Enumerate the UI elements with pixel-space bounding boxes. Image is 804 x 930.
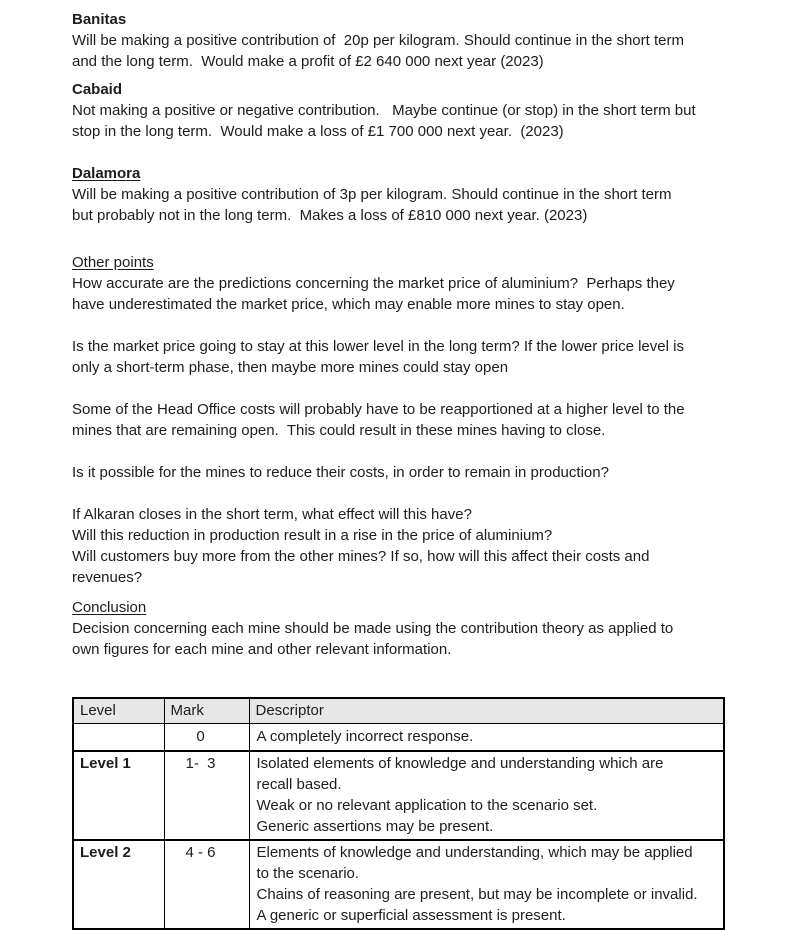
paragraph-head-office <box>72 399 774 441</box>
paragraph-line: Will this reduction in production result in a rise in the price of aluminium? <box>72 527 553 544</box>
section-heading-conclusion: Conclusion <box>72 599 147 616</box>
paragraph-reduce-costs <box>72 462 774 483</box>
section-cabaid <box>72 79 774 142</box>
descriptor-line: A completely incorrect response. <box>256 728 474 745</box>
section-heading-cabaid: Cabaid <box>72 81 123 98</box>
paragraph-line: Will be making a positive contribution of 20p per kilogram. Should continue in the short term <box>72 32 684 49</box>
table-header-mark: Mark <box>164 698 249 724</box>
paragraph-line: and the long term. Would make a profit of £2 640 000 next year (2023) <box>72 53 544 70</box>
descriptor-line: A generic or superficial assessment is present. <box>256 907 566 924</box>
paragraph-line: Is the market price going to stay at this lower level in the long term? If the lower price level is <box>72 338 684 355</box>
mark-cell: 1- 3 <box>164 751 249 840</box>
paragraph-line: stop in the long term. Would make a loss of £1 700 000 next year. (2023) <box>72 123 564 140</box>
mark-scheme-table <box>72 697 725 930</box>
section-other-points <box>72 252 774 315</box>
paragraph-line: Will customers buy more from the other mines? If so, how will this affect their costs and <box>72 548 650 565</box>
section-heading-banitas: Banitas <box>72 11 127 28</box>
paragraph-line: own figures for each mine and other relevant information. <box>72 641 452 658</box>
paragraph-line: have underestimated the market price, which may enable more mines to stay open. <box>72 296 625 313</box>
section-conclusion <box>72 597 774 660</box>
mark-cell: 4 - 6 <box>164 840 249 929</box>
section-heading-other-points: Other points <box>72 254 154 271</box>
paragraph-line: Some of the Head Office costs will probably have to be reapportioned at a higher level to the <box>72 401 685 418</box>
section-dalamora <box>72 163 774 226</box>
paragraph-alkaran-questions <box>72 504 774 588</box>
paragraph-line: Decision concerning each mine should be made using the contribution theory as applied to <box>72 620 674 637</box>
paragraph-market-price <box>72 336 774 378</box>
paragraph-line: If Alkaran closes in the short term, what effect will this have? <box>72 506 472 523</box>
section-heading-dalamora: Dalamora <box>72 165 141 182</box>
table-header-descriptor: Descriptor <box>249 698 724 724</box>
section-banitas <box>72 9 774 72</box>
table-header-row <box>73 698 724 724</box>
paragraph-line: revenues? <box>72 569 143 586</box>
descriptor-cell <box>249 724 724 752</box>
descriptor-cell <box>249 751 724 840</box>
paragraph-line: Is it possible for the mines to reduce their costs, in order to remain in production? <box>72 464 609 481</box>
descriptor-line: recall based. <box>256 776 342 793</box>
paragraph-line: Not making a positive or negative contribution. Maybe continue (or stop) in the short term but <box>72 102 696 119</box>
table-row-level-1 <box>73 751 724 840</box>
table-row-mark-0 <box>73 724 724 752</box>
level-cell <box>73 724 164 752</box>
paragraph-line: How accurate are the predictions concerning the market price of aluminium? Perhaps they <box>72 275 675 292</box>
level-cell: Level 1 <box>73 751 164 840</box>
descriptor-cell <box>249 840 724 929</box>
descriptor-line: Chains of reasoning are present, but may be incomplete or invalid. <box>256 886 698 903</box>
descriptor-line: Isolated elements of knowledge and understanding which are <box>256 755 664 772</box>
mark-cell: 0 <box>164 724 249 752</box>
level-cell: Level 2 <box>80 844 131 861</box>
descriptor-line: to the scenario. <box>256 865 360 882</box>
paragraph-line: but probably not in the long term. Makes a loss of £810 000 next year. (2023) <box>72 207 588 224</box>
table-row-level-2 <box>73 840 724 929</box>
paragraph-line: Will be making a positive contribution of 3p per kilogram. Should continue in the short term <box>72 186 672 203</box>
paragraph-line: only a short-term phase, then maybe more mines could stay open <box>72 359 509 376</box>
descriptor-line: Generic assertions may be present. <box>256 818 494 835</box>
table-header-level: Level <box>73 698 164 724</box>
descriptor-line: Elements of knowledge and understanding, which may be applied <box>256 844 693 861</box>
descriptor-line: Weak or no relevant application to the scenario set. <box>256 797 598 814</box>
paragraph-line: mines that are remaining open. This could result in these mines having to close. <box>72 422 606 439</box>
